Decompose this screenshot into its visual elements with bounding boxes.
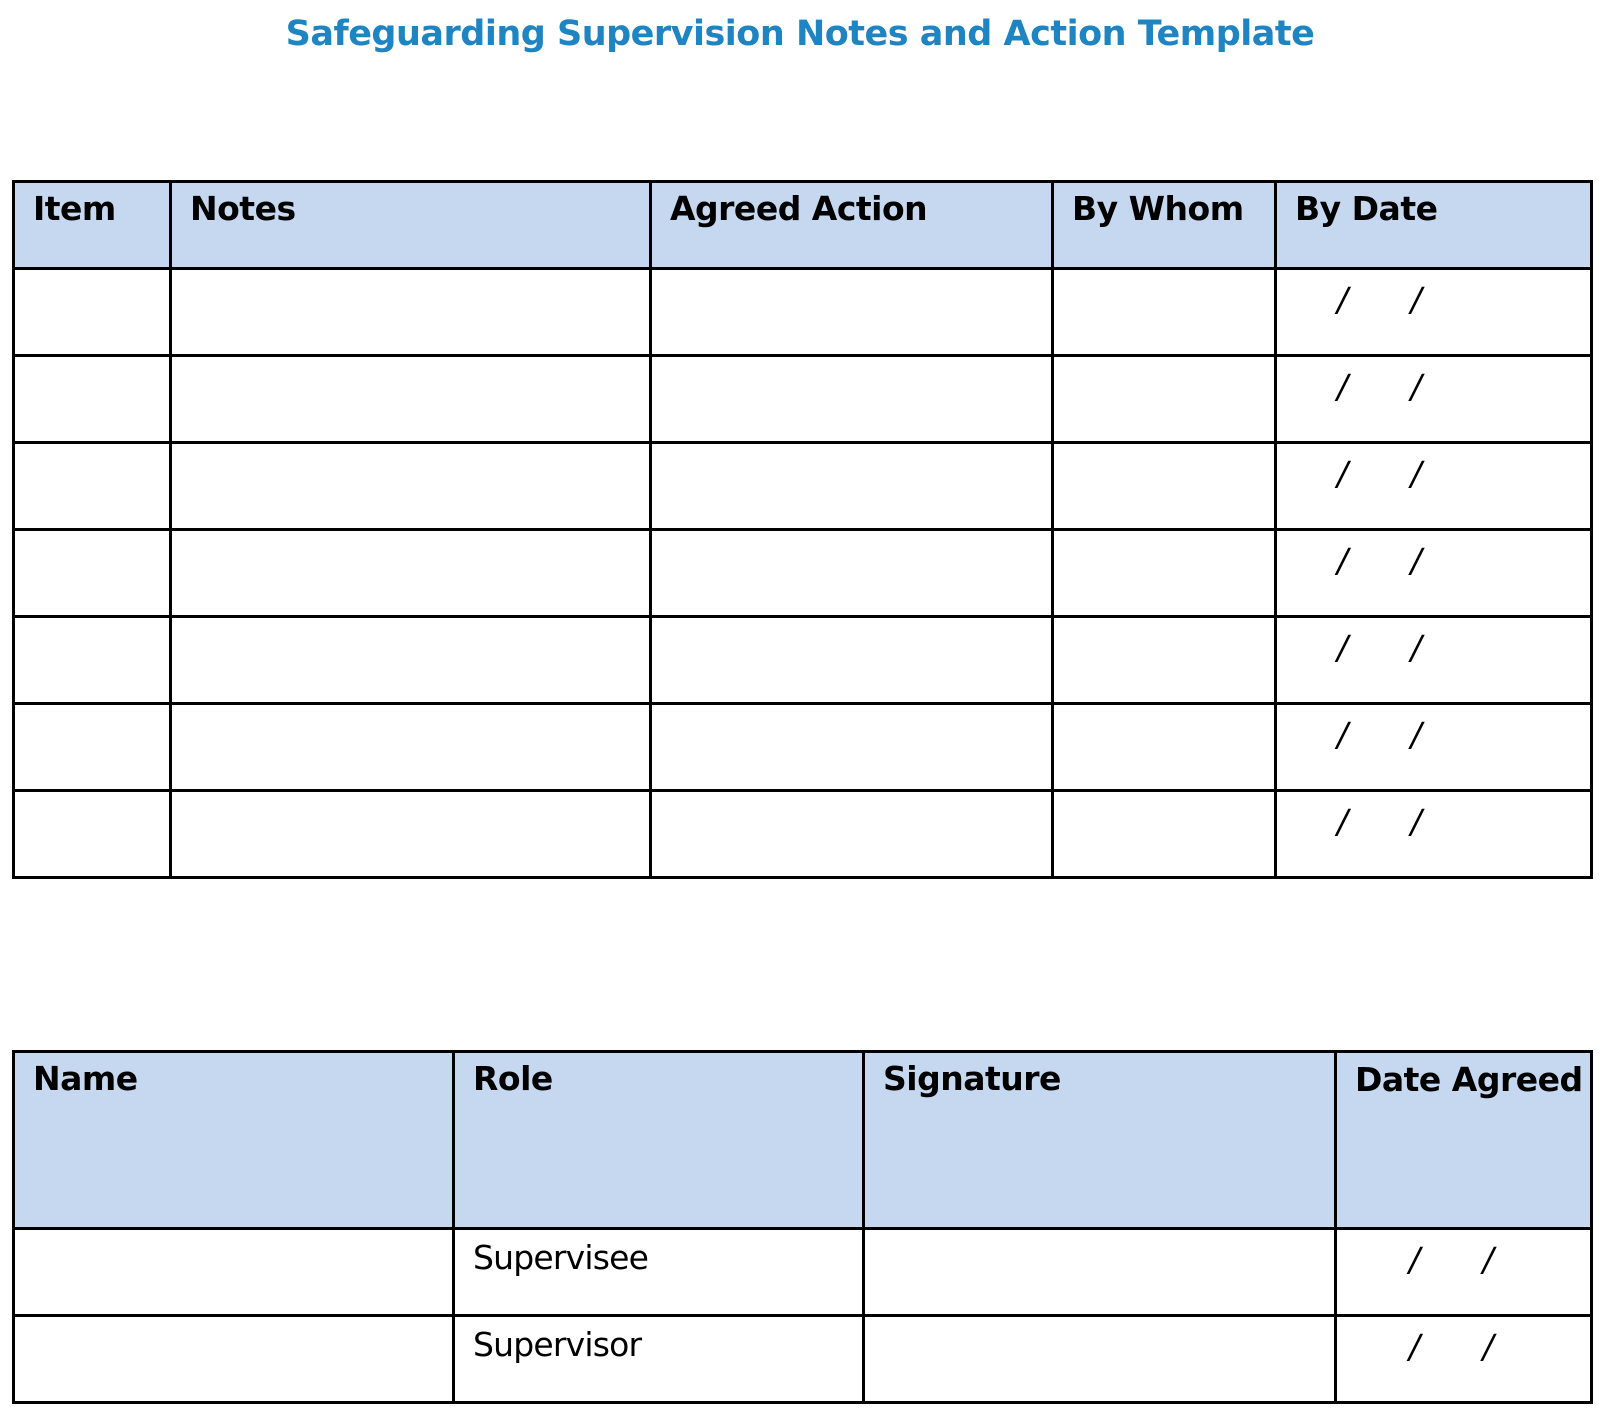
by-whom-cell[interactable] [1053,704,1276,791]
document-title: Safeguarding Supervision Notes and Action Template [285,14,1315,54]
by-date-cell[interactable] [1276,791,1592,878]
date-placeholder: / / [1409,1240,1520,1279]
table-row [14,356,1592,443]
item-cell[interactable] [14,530,171,617]
signature-cell[interactable] [864,1229,1336,1316]
date-placeholder: / / [1337,280,1448,319]
by-whom-cell[interactable] [1053,791,1276,878]
header-date-agreed-label: Date Agreed [1355,1060,1583,1099]
header-notes-label: Notes [190,189,296,228]
header-role [454,1052,864,1229]
header-by-date [1276,182,1592,269]
role-cell [454,1316,864,1403]
by-whom-cell[interactable] [1053,530,1276,617]
header-date-agreed [1336,1052,1592,1229]
by-date-cell[interactable] [1276,617,1592,704]
date-agreed-cell[interactable] [1336,1229,1592,1316]
by-date-cell[interactable] [1276,704,1592,791]
signature-table-header-row [14,1052,1592,1229]
name-cell[interactable] [14,1316,454,1403]
table-row [14,1316,1592,1403]
agreed-action-cell[interactable] [651,269,1053,356]
header-by-date-label: By Date [1295,189,1438,228]
agreed-action-cell[interactable] [651,530,1053,617]
by-date-cell[interactable] [1276,443,1592,530]
agreed-action-cell[interactable] [651,356,1053,443]
table-row [14,269,1592,356]
agreed-action-cell[interactable] [651,791,1053,878]
header-agreed-action-label: Agreed Action [670,189,928,228]
header-item-label: Item [33,189,116,228]
by-date-cell[interactable] [1276,530,1592,617]
header-by-whom-label: By Whom [1072,189,1244,228]
notes-cell[interactable] [171,791,651,878]
agreed-action-cell[interactable] [651,704,1053,791]
item-cell[interactable] [14,269,171,356]
item-cell[interactable] [14,791,171,878]
item-cell[interactable] [14,443,171,530]
notes-cell[interactable] [171,356,651,443]
by-whom-cell[interactable] [1053,356,1276,443]
name-cell[interactable] [14,1229,454,1316]
date-placeholder: / / [1337,541,1448,580]
header-item [14,182,171,269]
date-placeholder: / / [1409,1327,1520,1366]
item-cell[interactable] [14,356,171,443]
header-role-label: Role [473,1059,553,1098]
notes-cell[interactable] [171,443,651,530]
by-whom-cell[interactable] [1053,269,1276,356]
by-date-cell[interactable] [1276,356,1592,443]
table-row [14,791,1592,878]
header-signature-label: Signature [883,1059,1061,1098]
header-name-label: Name [33,1059,138,1098]
role-label: Supervisee [473,1238,649,1277]
date-agreed-cell[interactable] [1336,1316,1592,1403]
date-placeholder: / / [1337,454,1448,493]
agreed-action-cell[interactable] [651,443,1053,530]
header-agreed-action [651,182,1053,269]
signature-cell[interactable] [864,1316,1336,1403]
date-placeholder: / / [1337,628,1448,667]
date-placeholder: / / [1337,367,1448,406]
item-cell[interactable] [14,704,171,791]
header-name [14,1052,454,1229]
notes-cell[interactable] [171,530,651,617]
table-row [14,1229,1592,1316]
notes-cell[interactable] [171,704,651,791]
by-date-cell[interactable] [1276,269,1592,356]
notes-cell[interactable] [171,269,651,356]
item-cell[interactable] [14,617,171,704]
action-table-header-row [14,182,1592,269]
by-whom-cell[interactable] [1053,617,1276,704]
role-label: Supervisor [473,1325,642,1364]
role-cell [454,1229,864,1316]
table-row [14,704,1592,791]
by-whom-cell[interactable] [1053,443,1276,530]
action-table [12,180,1593,879]
signature-table [12,1050,1593,1404]
table-row [14,443,1592,530]
header-signature [864,1052,1336,1229]
header-by-whom [1053,182,1276,269]
agreed-action-cell[interactable] [651,617,1053,704]
notes-cell[interactable] [171,617,651,704]
date-placeholder: / / [1337,802,1448,841]
table-row [14,617,1592,704]
date-placeholder: / / [1337,715,1448,754]
header-notes [171,182,651,269]
table-row [14,530,1592,617]
